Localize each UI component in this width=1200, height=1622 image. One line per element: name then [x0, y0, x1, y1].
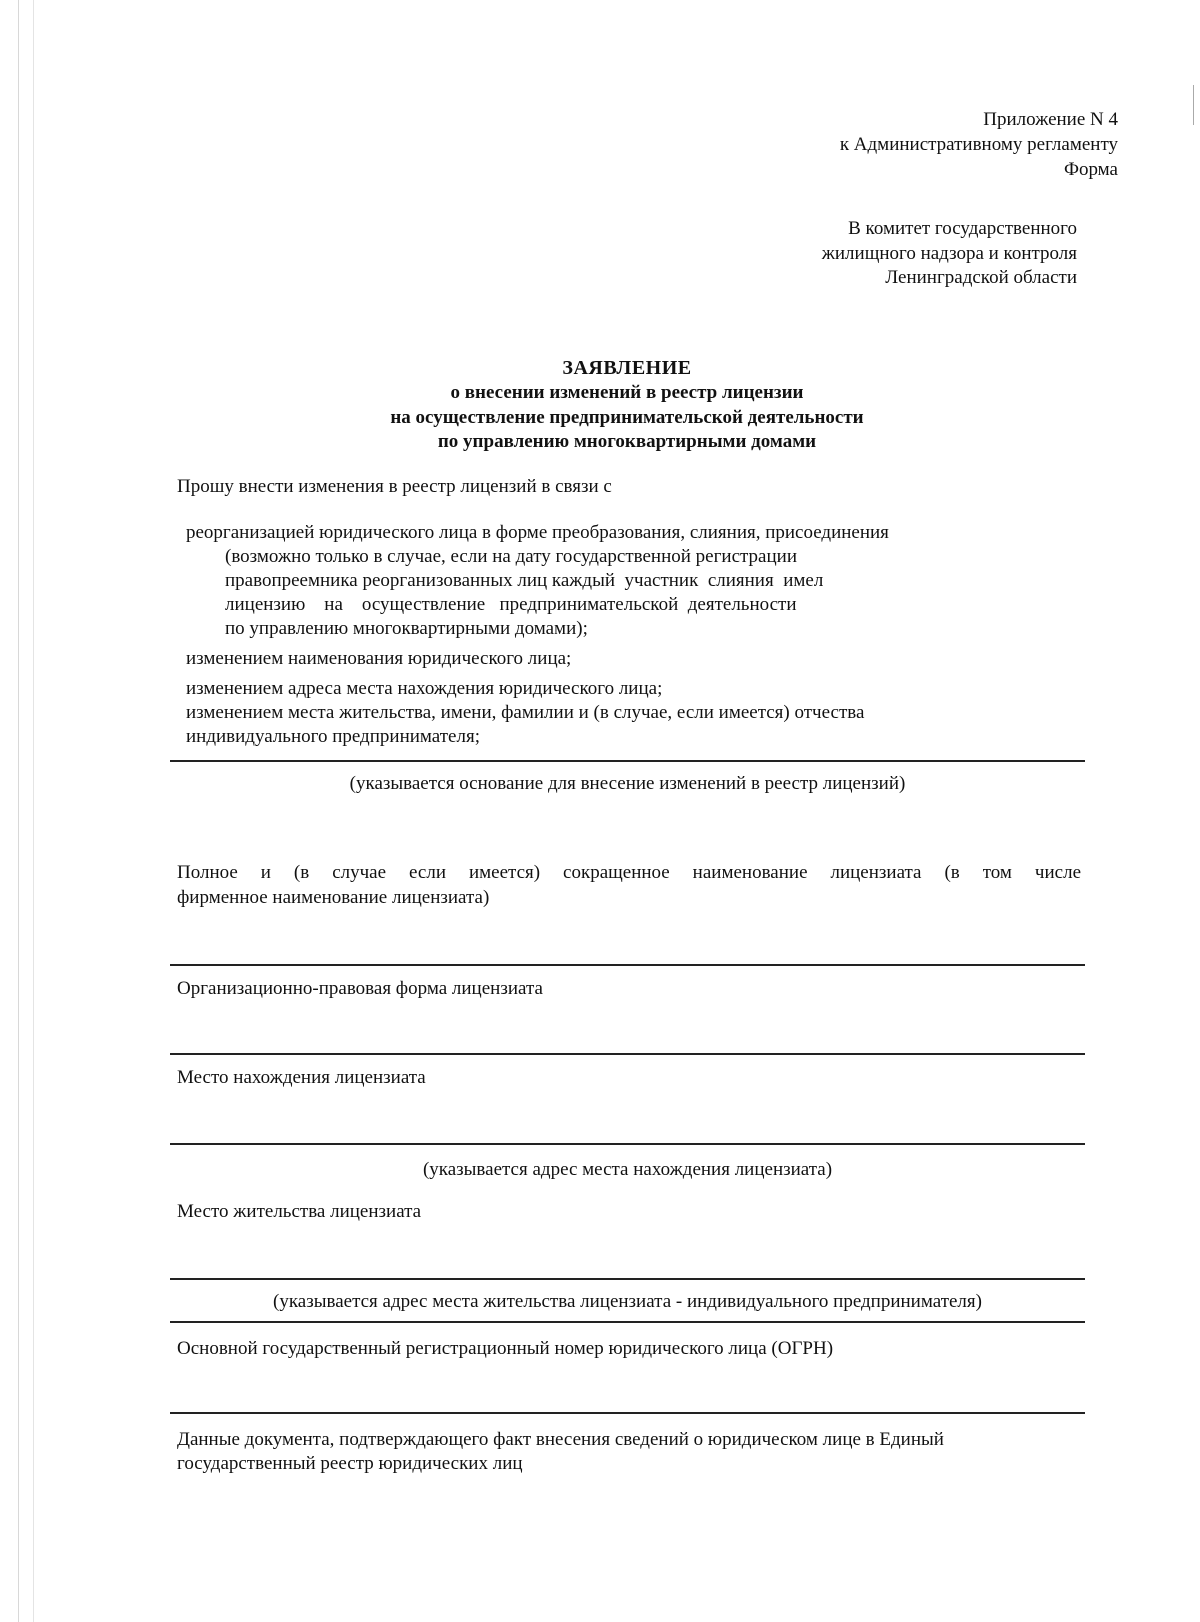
- full-name-input-line[interactable]: [170, 964, 1085, 966]
- label-legal-form: Организационно-правовая форма лицензиата: [177, 978, 543, 999]
- legal-form-input-line[interactable]: [170, 1053, 1085, 1055]
- reason-reorganization-note-2: правопреемника реорганизованных лиц каждый участник слияния имел: [225, 570, 824, 591]
- reason-entrepreneur-change: изменением места жительства, имени, фамилии и (в случае, если имеется) отчества: [186, 702, 865, 723]
- label-ogrn: Основной государственный регистрационный номер юридического лица (ОГРН): [177, 1338, 834, 1359]
- title-heading: ЗАЯВЛЕНИЕ: [562, 357, 692, 379]
- reason-reorganization-note-4: по управлению многоквартирными домами);: [225, 618, 588, 639]
- scan-edge-left-inner: [33, 0, 34, 1622]
- hint-location: (указывается адрес места нахождения лицензиата): [422, 1159, 833, 1180]
- label-location: Место нахождения лицензиата: [177, 1067, 426, 1088]
- hint-residence: (указывается адрес места жительства лицензиата - индивидуального предпринимателя): [273, 1291, 982, 1312]
- scan-edge-right: [1193, 85, 1194, 125]
- label-full-name: Полное и (в случае если имеется) сокращенное наименование лицензиата (в том числе: [177, 862, 1081, 883]
- residence-divider: [170, 1321, 1085, 1323]
- title-line-2: на осуществление предпринимательской деятельности: [390, 407, 864, 428]
- title-line-3: по управлению многоквартирными домами: [437, 431, 817, 452]
- label-egrul-document: Данные документа, подтверждающего факт внесения сведений о юридическом лице в Единый: [177, 1429, 944, 1450]
- addressee-line-1: В комитет государственного: [848, 218, 1077, 239]
- hint-basis: (указывается основание для внесение изменений в реестр лицензий): [349, 773, 906, 794]
- reason-reorganization-note-3: лицензию на осуществление предпринимательской деятельности: [225, 594, 797, 615]
- reason-name-change: изменением наименования юридического лица;: [186, 648, 572, 669]
- label-residence: Место жительства лицензиата: [177, 1201, 422, 1222]
- addressee-line-3: Ленинградской области: [885, 267, 1077, 288]
- appendix-number: Приложение N 4: [983, 109, 1118, 130]
- residence-input-line[interactable]: [170, 1278, 1085, 1280]
- reason-entrepreneur-change-cont: индивидуального предпринимателя;: [186, 726, 480, 747]
- label-egrul-document-cont: государственный реестр юридических лиц: [177, 1453, 523, 1474]
- ogrn-input-line[interactable]: [170, 1412, 1085, 1414]
- reason-reorganization-note-1: (возможно только в случае, если на дату государственной регистрации: [225, 546, 797, 567]
- appendix-form: Форма: [1063, 159, 1118, 180]
- appendix-regulation: к Административному регламенту: [839, 134, 1118, 155]
- addressee-line-2: жилищного надзора и контроля: [821, 243, 1077, 264]
- request-intro: Прошу внести изменения в реестр лицензий в связи с: [177, 476, 612, 497]
- reason-reorganization: реорганизацией юридического лица в форме преобразования, слияния, присоединения: [186, 522, 889, 543]
- location-input-line[interactable]: [170, 1143, 1085, 1145]
- title-line-1: о внесении изменений в реестр лицензии: [450, 382, 804, 403]
- label-full-name-cont: фирменное наименование лицензиата): [177, 887, 490, 908]
- reason-address-change: изменением адреса места нахождения юридического лица;: [186, 678, 663, 699]
- basis-input-line[interactable]: [170, 760, 1085, 762]
- scan-edge-left: [18, 0, 19, 1622]
